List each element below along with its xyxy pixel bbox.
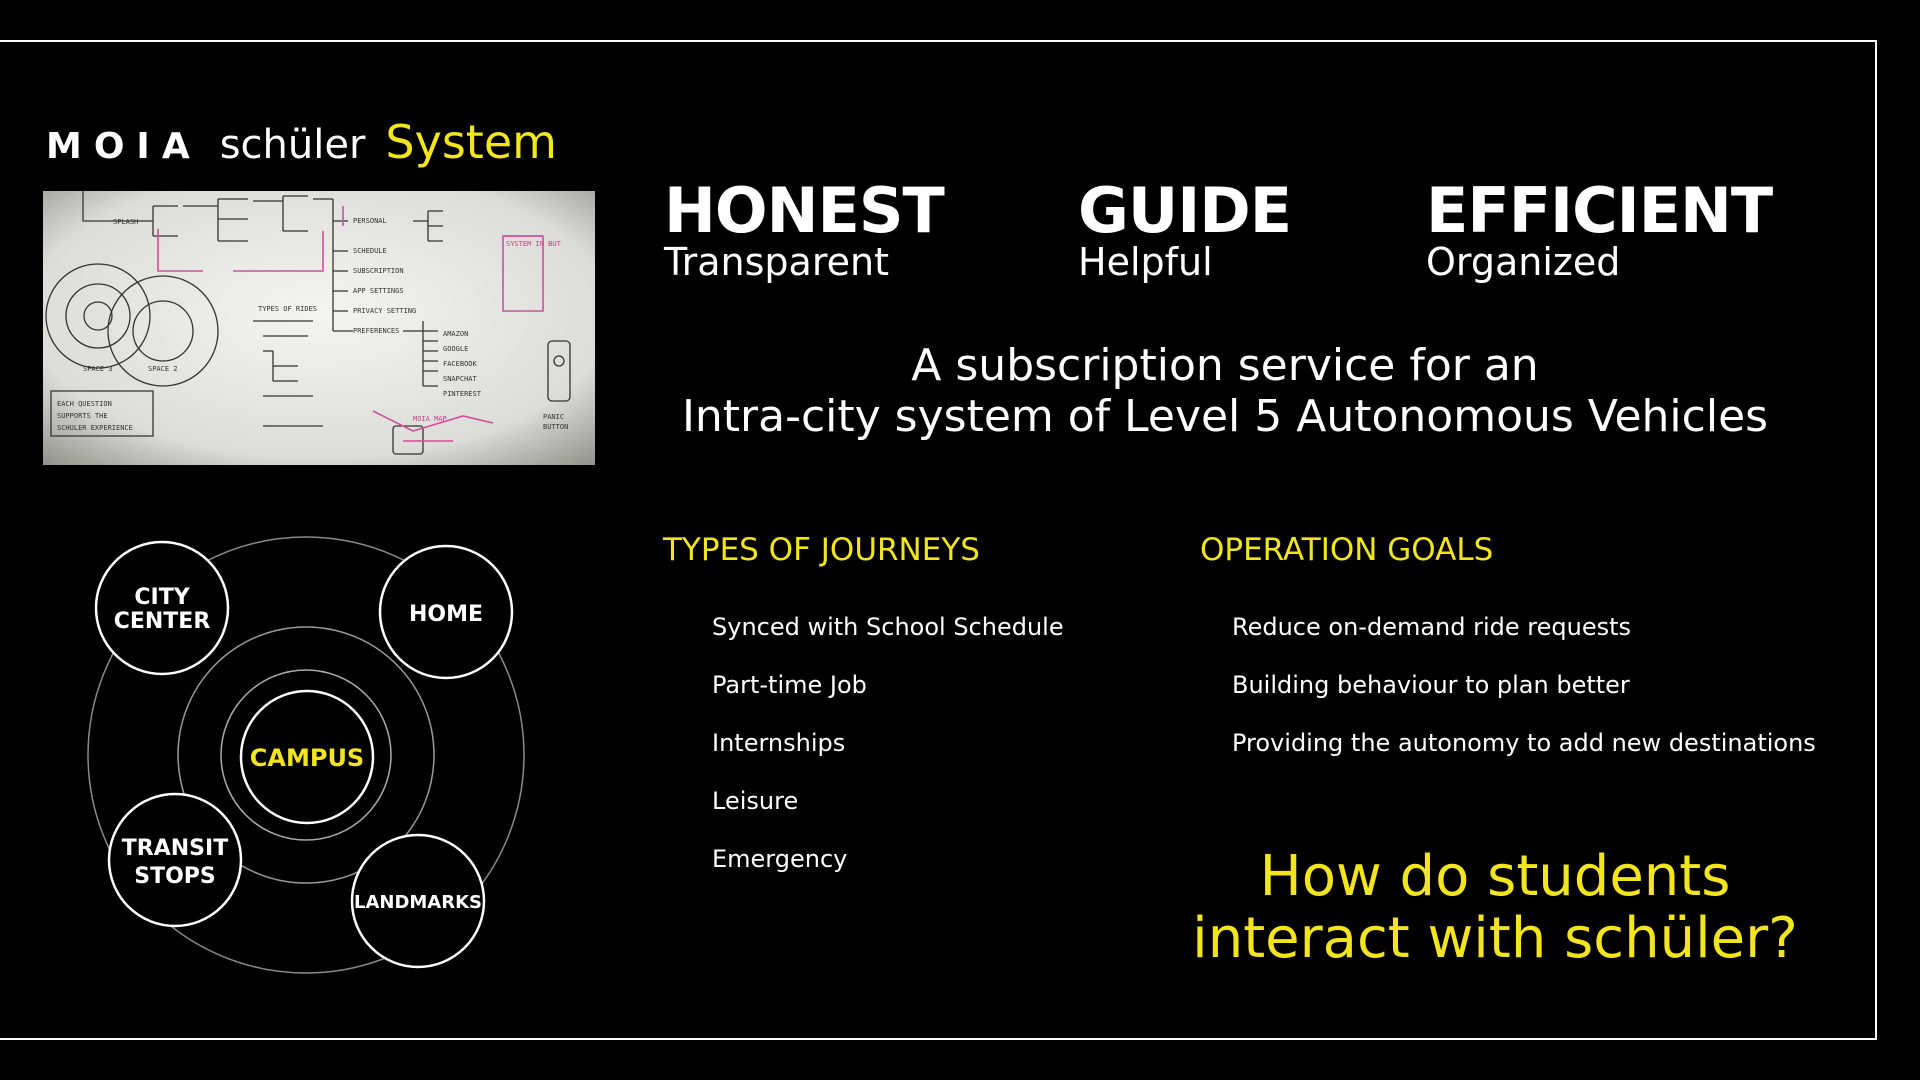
journeys-list [712,613,1064,903]
brand-logo: MOIA [46,126,202,167]
svg-text:GOOGLE: GOOGLE [443,345,469,353]
list-item: Emergency [712,845,848,873]
value-honest [664,174,944,284]
svg-text:TYPES OF RIDES: TYPES OF RIDES [258,305,318,313]
svg-text:SCHULER EXPERIENCE: SCHULER EXPERIENCE [57,424,133,432]
landmarks-label: LANDMARKS [353,892,483,913]
transit-label-1: TRANSIT [121,836,229,861]
city-center-label-1: CITY [134,585,190,610]
transit-label-2: STOPS [134,864,216,889]
list-item: Building behaviour to plan better [1232,671,1630,699]
question-line-1: How do students [1259,844,1731,909]
frame-top-line [0,40,1877,42]
list-item: Synced with School Schedule [712,613,1064,641]
svg-text:BUTTON: BUTTON [543,423,569,431]
svg-text:SPLASH: SPLASH [113,218,139,226]
closing-question [1165,846,1825,970]
tagline-line-1: A subscription service for an [911,340,1539,391]
svg-text:PRIVACY SETTING: PRIVACY SETTING [353,307,417,315]
goals-list [1232,613,1816,787]
svg-text:PANIC: PANIC [543,413,565,421]
svg-text:SPACE 2: SPACE 2 [148,365,178,373]
value-honest-title: HONEST [664,174,944,247]
frame-right-line [1875,40,1877,1040]
campus-label: CAMPUS [249,744,365,772]
value-efficient-subtitle: Organized [1426,240,1621,284]
svg-text:SPACE 3: SPACE 3 [83,365,113,373]
value-guide-subtitle: Helpful [1078,240,1213,284]
tagline-line-2: Intra-city system of Level 5 Autonomous Vehicles [681,391,1769,442]
list-item: Part-time Job [712,671,867,699]
svg-text:SNAPCHAT: SNAPCHAT [443,375,477,383]
page-header [46,115,557,169]
svg-text:PERSONAL: PERSONAL [353,217,387,225]
svg-text:PINTEREST: PINTEREST [443,390,481,398]
svg-text:SUBSCRIPTION: SUBSCRIPTION [353,267,404,275]
list-item: Leisure [712,787,799,815]
journeys-heading: TYPES OF JOURNEYS [663,532,980,568]
svg-text:PREFERENCES: PREFERENCES [353,327,400,335]
value-efficient-title: EFFICIENT [1426,174,1773,247]
section-title: System [385,115,557,169]
city-center-label-2: CENTER [113,609,211,634]
svg-text:SUPPORTS THE: SUPPORTS THE [57,412,108,420]
list-item: Internships [712,729,846,757]
list-item: Providing the autonomy to add new destinations [1232,729,1816,757]
tagline [640,340,1810,442]
journey-diagram [80,530,540,1000]
svg-text:APP SETTINGS: APP SETTINGS [353,287,404,295]
frame-bottom-line [0,1038,1877,1040]
whiteboard-sketch-drawing [43,191,595,465]
svg-text:EACH QUESTION: EACH QUESTION [57,400,112,408]
goals-heading: OPERATION GOALS [1200,532,1494,568]
svg-text:FACEBOOK: FACEBOOK [443,360,477,368]
value-efficient [1426,174,1773,284]
product-name: schüler [219,122,366,168]
list-item: Reduce on-demand ride requests [1232,613,1632,641]
value-honest-subtitle: Transparent [664,240,889,284]
svg-text:SYSTEM IN BUT: SYSTEM IN BUT [506,240,561,248]
value-guide [1078,174,1292,284]
question-line-2: interact with schüler? [1192,906,1798,971]
svg-text:MOIA MAP: MOIA MAP [413,415,447,423]
whiteboard-sketch-image [43,191,595,465]
svg-text:AMAZON: AMAZON [443,330,469,338]
value-guide-title: GUIDE [1078,174,1292,247]
svg-text:SCHEDULE: SCHEDULE [353,247,387,255]
home-label: HOME [408,602,484,627]
